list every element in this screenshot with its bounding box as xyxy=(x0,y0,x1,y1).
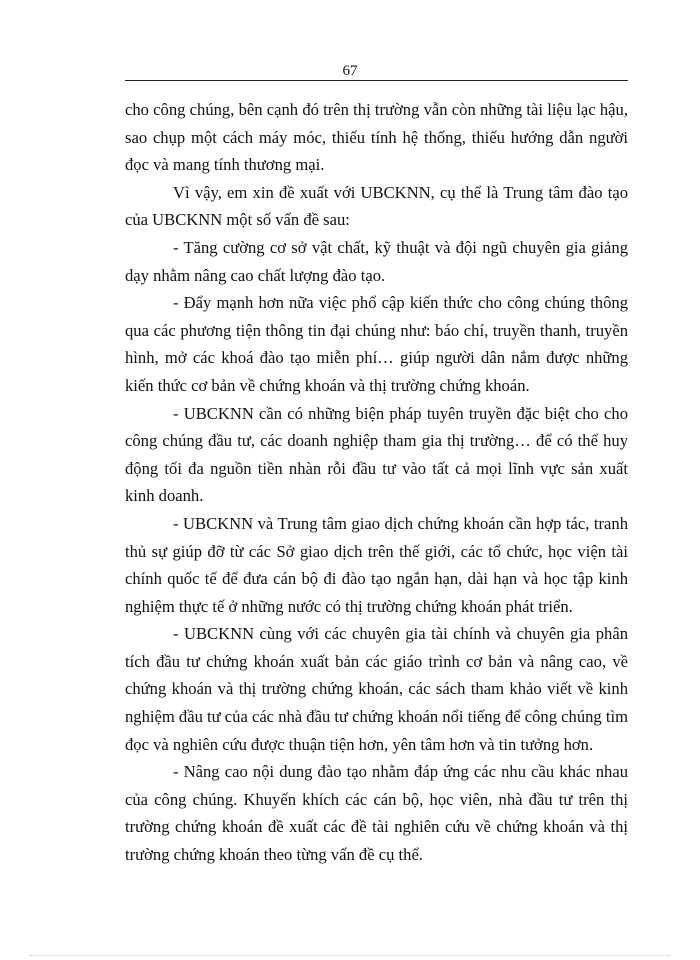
bullet-item-public-knowledge: - Đẩy mạnh hơn nữa việc phổ cập kiến thức cho công chúng thông qua các phương tiện thông tin đại chúng như: báo chí, truyền thanh, truyền hình, mở các khoá đào tạo miễn phí… giúp người dân nắm được những kiến thức cơ bản về chứng khoán và thị trường chứng khoán. xyxy=(125,293,628,395)
paragraph-continuation: cho công chúng, bên cạnh đó trên thị trường vẫn còn những tài liệu lạc hậu, sao chụp một cách máy móc, thiếu tính hệ thống, thiếu hướng dẫn người đọc và mang tính thương mại. xyxy=(125,100,628,175)
bullet-item-training-content: - Nâng cao nội dung đào tạo nhằm đáp ứng các nhu cầu khác nhau của công chúng. Khuyến khích các cán bộ, học viên, nhà đầu tư trên thị trường chứng khoán đề xuất các đề tài nghiên cứu về chứng khoán và thị trường chứng khoán theo từng vấn đề cụ thể. xyxy=(125,762,628,865)
bullet-item-propaganda: - UBCKNN cần có những biện pháp tuyên truyền đặc biệt cho cho công chúng đầu tư, các doanh nghiệp tham gia thị trường… để có thể huy động tối đa nguồn tiền nhàn rỗi đầu tư vào tất cả mọi lĩnh vực sản xuất kinh doanh. xyxy=(125,403,628,506)
paragraph-proposal-intro: Vì vậy, em xin đề xuất với UBCKNN, cụ thể là Trung tâm đào tạo của UBCKNN một số vấn đề sau: xyxy=(125,182,628,230)
bullet-item-publications: - UBCKNN cùng với các chuyên gia tài chính và chuyên gia phân tích đầu tư chứng khoán xuất bản các giáo trình cơ bản và nâng cao, về chứng khoán và thị trường chứng khoán, các sách tham khảo viết về kinh nghiệm đầu tư của các nhà đầu tư chứng khoán nổi tiếng để công chúng tìm đọc và nghiên cứu được thuận tiện hơn, yên tâm hơn và tin tưởng hơn. xyxy=(125,624,628,754)
body-text xyxy=(125,96,628,869)
page-number: 67 xyxy=(342,63,358,79)
bullet-item-cooperation: - UBCKNN và Trung tâm giao dịch chứng khoán cần hợp tác, tranh thủ sự giúp đỡ từ các Sở giao dịch trên thế giới, các tổ chức, học viện tài chính quốc tế để đưa cán bộ đi đào tạo ngắn hạn, dài hạn và học tập kinh nghiệm thực tế ở những nước có thị trường chứng khoán phát triển. xyxy=(125,513,628,616)
header-rule xyxy=(125,80,628,81)
bullet-item-facilities: - Tăng cường cơ sở vật chất, kỹ thuật và đội ngũ chuyên gia giảng dạy nhằm nâng cao chất lượng đào tạo. xyxy=(125,237,628,285)
bottom-dotted-rule xyxy=(30,955,670,956)
